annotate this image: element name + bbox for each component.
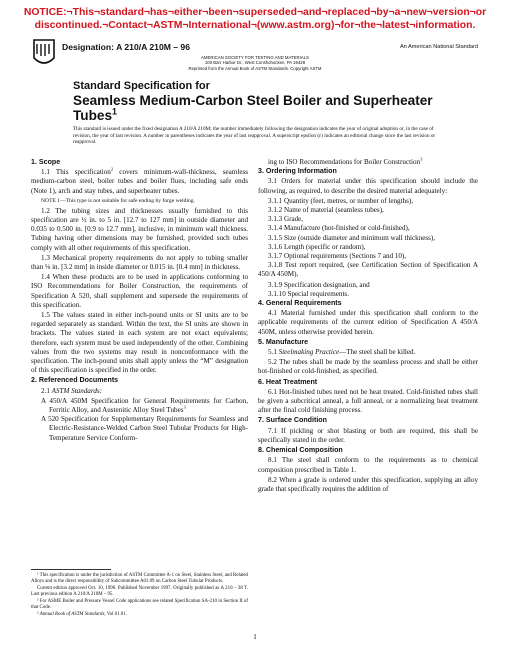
para-5-1 [258,348,478,357]
para-3-1-10: 3.1.10 Special requirements. [268,289,349,298]
list-item: 3.1.7 Optional requirements (Sections 7 and 10), [268,252,407,261]
notice-line-1: NOTICE:¬This¬standard¬has¬either¬been¬superseded¬and¬replaced¬by¬a¬new¬version¬or [23,7,487,18]
list-item: 3.1.1 Quantity (feet, metres, or number of lengths), [268,196,413,205]
para-1-2: 1.2 The tubing sizes and thicknesses usually furnished to this specification are ½ in. to 5 in. [12.7 to 127 mm] in outside diameter and 0.035 to 0.500 in. [0.9 to 12.7 mm], inclusive, in minimum wall thickness. Tubing having other dimensions may be furnished, provided such tubes comply with all other requirements of this specification. [31,206,248,252]
title-line-1: Standard Specification for [73,80,210,92]
section-heading-ordering-information: 3. Ordering Information [258,167,337,176]
right-column [258,158,478,495]
reference-a520-cont-text: ing to ISO Recommendations for Boiler Construction [268,158,421,166]
society-name: AMERICAN SOCIETY FOR TESTING AND MATERIALS [201,55,309,60]
para-3-1: 3.1 Orders for material under this specification should include the following, as required, to describe the desired material adequately: [258,177,478,195]
list-item: 3.1.6 Length (specific or random), [268,242,366,251]
reference-a520-continued [258,158,478,167]
society-address: 100 Barr Harbor Dr., West Conshohocken, PA 19428 [204,60,306,66]
footnotes [31,573,248,619]
para-4-1: 4.1 Material furnished under this specification shall conform to the applicable requirements of the current edition of Specification A 450/A 450M, unless otherwise provided herein. [258,309,478,336]
para-1-4: 1.4 When these products are to be used in applications conforming to ISO Recommendations for Boiler Construction, the requirements of Specification A 520, shall supplement and supersede the requirements of this specification. [31,273,248,309]
reference-a520: A 520 Specification for Supplementary Requirements for Seamless and Electric-Resistance-Welded Carbon Steel Tubular Products for High-Temperature Service Conform- [41,415,248,442]
para-1-1-footnote-ref: 2 [110,166,114,172]
para-7-1: 7.1 If pickling or shot blasting or both are required, this shall be specifically stated in the order. [258,426,478,444]
para-1-1-a: 1.1 This specification [41,168,111,177]
para-2-1-b: ASTM Standards: [51,386,103,395]
document-title [73,80,433,123]
section-heading-general-requirements: 4. General Requirements [258,299,342,308]
left-column [31,158,248,443]
reprint-note: Reprinted from the Annual Book of ASTM Standards. Copyright ASTM [188,65,322,71]
title-line-2: Seamless Medium-Carbon Steel Boiler and Superheater [73,93,433,108]
para-6-1: 6.1 Hot-finished tubes need not be heat treated. Cold-finished tubes shall be given a subcritical anneal, a full anneal, or a normalizing heat treatment after the final cold finishing process. [258,387,478,415]
section-heading-heat-treatment: 6. Heat Treatment [258,377,318,386]
para-1-1-b: covers minimum-wall-thickness, seamless medium-carbon steel, boiler tubes and boiler flues, including safe ends (Note 1), arch and stay tubes, and superheater tubes. [31,168,248,195]
para-3-1-8: 3.1.8 Test report required, (see Certification Section of Specification A 450/A 450M), [258,261,478,279]
footnote-1: ¹ This specification is under the jurisdiction of ASTM Committee A-1 on Steel, Stainless Steel, and Related Alloys and is the direct responsibility of Subcommittee A01.09 on Carbon Steel Tubular Products. [31,573,248,584]
list-item: 3.1.2 Name of material (seamless tubes), [268,206,384,215]
page-number: 1 [253,633,257,641]
reference-a520-footnote-ref: 3 [420,156,423,162]
footnote-3-b: Annual Book of ASTM Standards [39,612,105,617]
para-5-2: 5.2 The tubes shall be made by the seamless process and shall be either hot-finished or cold-finished, as specified. [258,358,478,376]
issuance-note: This standard is issued under the fixed designation A 210/A 210M; the number immediately following the designation indicates the year of original adoption or, in the case of revision, the year of last revision. A number in parentheses indicates the year of last reapproval. A superscript epsilon (ε) indicates an editorial change since the last revision or reapproval. [73,126,436,146]
para-2-1-a: 2.1 [41,386,52,395]
para-1-3: 1.3 Mechanical property requirements do not apply to tubing smaller than ⅛ in. [3.2 mm] in inside diameter or 0.015 in. [0.4 mm] in thickness. [31,253,248,272]
para-2-1 [31,387,248,396]
publisher-block [0,55,510,71]
para-5-1-a: 5.1 [268,348,279,357]
para-3-1-9: 3.1.9 Specification designation, and [268,280,370,289]
note-1: NOTE 1—This type is not suitable for safe ending by forge welding. [41,197,196,204]
section-heading-surface-condition: 7. Surface Condition [258,416,327,425]
section-heading-manufacture: 5. Manufacture [258,337,309,346]
footnote-divider [31,569,111,570]
footnote-2: ² For ASME Boiler and Pressure Vessel Code applications see related Specification SA-210 in Section II of that Code. [31,599,248,610]
para-1-5: 1.5 The values stated in either inch-pound units or SI units are to be regarded separately as standard. Within the text, the SI units are shown in brackets. The values stated in each system are not exact equivalents; therefore, each system must be used independently of the other. Combining values from the two systems may result in nonconformance with the specification. The inch-pound units shall apply unless the “M” designation of this specification is specified in the order. [31,311,248,375]
list-item: 3.1.4 Manufacture (hot-finished or cold-finished), [268,224,410,233]
notice-line-2: discontinued.¬Contact¬ASTM¬International¬(www.astm.org)¬for¬the¬latest¬information. [34,20,476,31]
supersession-notice [0,6,510,32]
para-5-1-c: —The steel shall be killed. [339,348,416,357]
section-heading-scope: 1. Scope [31,158,61,166]
section-heading-chemical-composition: 8. Chemical Composition [258,446,343,455]
para-8-1: 8.1 The steel shall conform to the requirements as to chemical composition prescribed in Table 1. [258,456,478,474]
list-item: 3.1.5 Size (outside diameter and minimum wall thickness), [268,233,436,242]
reference-a450-footnote-ref: 3 [183,404,186,410]
footnote-3-c: , Vol 01.01. [104,612,127,617]
footnote-1-continued: Current edition approved Oct. 10, 1996. Published November 1997. Originally published as A 210 – 38 T. Last previous edition A 210/A 210M – 95. [31,586,248,597]
designation: Designation: A 210/A 210M – 96 [62,42,190,52]
list-item: 3.1.3 Grade, [268,215,304,224]
footnote-3 [31,612,248,618]
reference-a450 [31,397,248,415]
title-line-3 [73,108,433,123]
para-1-1 [31,168,248,196]
para-5-1-b: Steelmaking Practice [278,348,340,357]
title-line-3-text: Tubes [73,108,113,123]
reference-a450-text: A 450/A 450M Specification for General Requirements for Carbon, Ferritic Alloy, and Austenitic Alloy Steel Tubes [41,396,248,415]
section-heading-referenced-documents: 2. Referenced Documents [31,376,119,385]
title-footnote-ref: 1 [112,106,117,117]
para-8-2: 8.2 When a grade is ordered under this specification, supplying an alloy grade that specifically requires the addition of [258,475,478,493]
american-national-standard: An American National Standard [399,44,478,50]
footnote-3-a: ³ [37,612,40,617]
